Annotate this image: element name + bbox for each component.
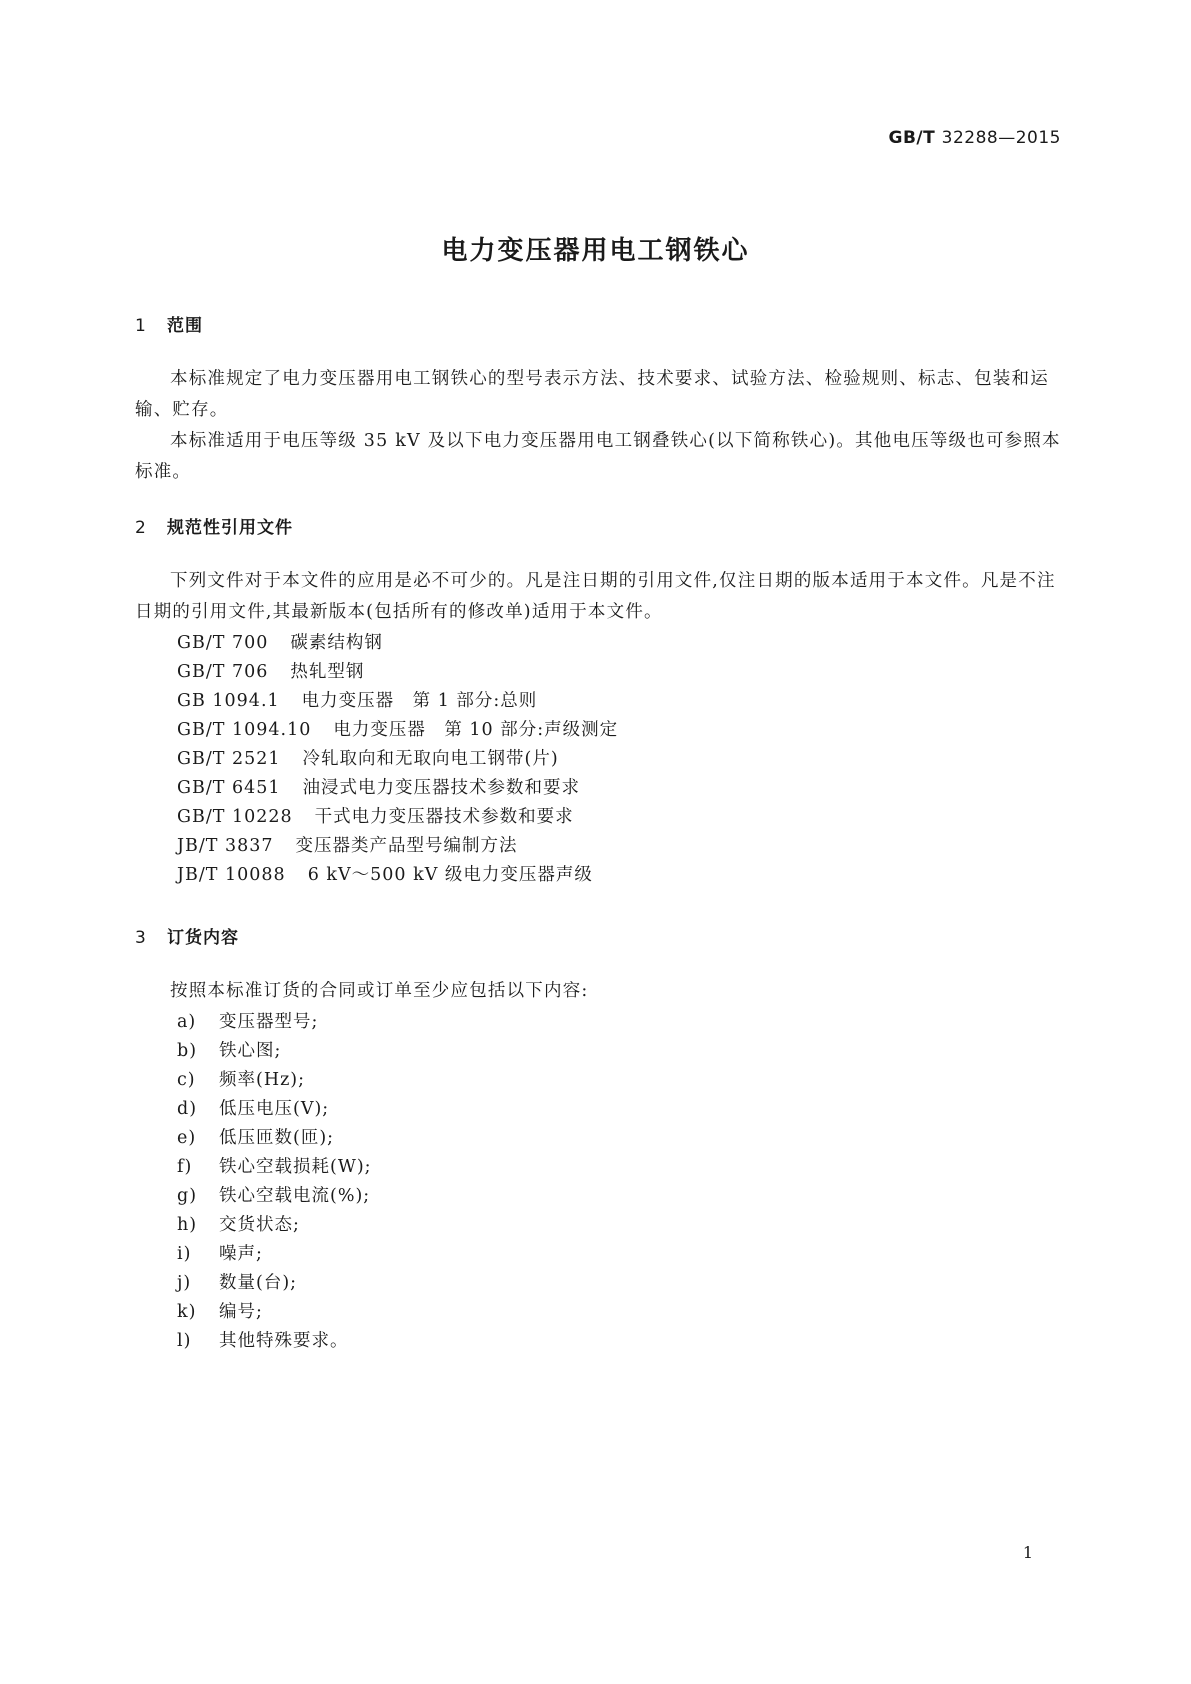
list-item: [177, 1268, 297, 1299]
list-item-label: b): [177, 1041, 198, 1061]
standard-code-prefix: GB/T: [888, 128, 936, 148]
section-title: 订货内容: [167, 928, 239, 948]
reference-code: GB/T 706: [177, 662, 269, 682]
list-item-text: 编号;: [219, 1302, 263, 1322]
list-item-label: a): [177, 1012, 197, 1032]
list-item-text: 频率(Hz);: [219, 1070, 306, 1090]
reference-item: [177, 686, 537, 717]
list-item-text: 铁心空载电流(%);: [219, 1186, 371, 1206]
reference-code: JB/T 3837: [177, 836, 274, 856]
list-item: [177, 1326, 349, 1357]
section-title: 范围: [167, 316, 203, 336]
section-3-paragraph-1: 按照本标准订货的合同或订单至少应包括以下内容:: [170, 981, 589, 1001]
list-item-label: l): [177, 1331, 192, 1351]
reference-title: 热轧型钢: [290, 662, 365, 682]
document-title: 电力变压器用电工钢铁心: [441, 236, 750, 266]
list-item-text: 低压匝数(匝);: [219, 1128, 335, 1148]
reference-item: [177, 657, 364, 688]
section-1-heading: [135, 311, 203, 336]
list-item: [177, 1181, 370, 1212]
reference-title: 电力变压器 第 1 部分:总则: [301, 691, 538, 711]
reference-item: [177, 831, 518, 862]
reference-code: GB/T 1094.10: [177, 720, 312, 740]
list-item: [177, 1036, 281, 1067]
reference-title: 油浸式电力变压器技术参数和要求: [302, 778, 581, 798]
list-item-text: 低压电压(V);: [219, 1099, 330, 1119]
list-item: [177, 1152, 372, 1183]
list-item-text: 其他特殊要求。: [219, 1331, 349, 1351]
section-2-heading: [135, 513, 293, 538]
reference-item: [177, 715, 618, 746]
list-item: [177, 1065, 305, 1096]
reference-code: GB/T 2521: [177, 749, 281, 769]
reference-code: GB 1094.1: [177, 691, 280, 711]
list-item-text: 变压器型号;: [219, 1012, 319, 1032]
section-1-paragraph-2: 本标准适用于电压等级 35 kV 及以下电力变压器用电工钢叠铁心(以下简称铁心)。其他电压等级也可参照本标准。: [135, 431, 1061, 482]
list-item-label: e): [177, 1128, 197, 1148]
list-item: [177, 1123, 334, 1154]
reference-title: 变压器类产品型号编制方法: [295, 836, 518, 856]
reference-title: 6 kV～500 kV 级电力变压器声级: [307, 865, 593, 885]
list-item-label: j): [177, 1273, 192, 1293]
reference-item: [177, 628, 383, 659]
list-item: [177, 1007, 318, 1038]
reference-item: [177, 860, 593, 891]
section-number: 1: [135, 316, 147, 336]
list-item-text: 交货状态;: [219, 1215, 300, 1235]
list-item-label: h): [177, 1215, 198, 1235]
reference-title: 电力变压器 第 10 部分:声级测定: [333, 720, 619, 740]
list-item-text: 噪声;: [219, 1244, 263, 1264]
page-number: 1: [1022, 1543, 1033, 1562]
reference-title: 冷轧取向和无取向电工钢带(片): [302, 749, 559, 769]
list-item: [177, 1297, 263, 1328]
list-item: [177, 1210, 300, 1241]
list-item-label: g): [177, 1186, 198, 1206]
list-item: [177, 1239, 263, 1270]
list-item-label: d): [177, 1099, 198, 1119]
list-item-label: k): [177, 1302, 197, 1322]
list-item-label: c): [177, 1070, 196, 1090]
section-1-paragraph-1: 本标准规定了电力变压器用电工钢铁心的型号表示方法、技术要求、试验方法、检验规则、标志、包装和运输、贮存。: [135, 369, 1049, 420]
section-3-heading: [135, 923, 239, 948]
reference-item: [177, 773, 580, 804]
section-number: 3: [135, 928, 147, 948]
list-item: [177, 1094, 329, 1125]
reference-code: JB/T 10088: [177, 865, 286, 885]
standard-code: [889, 128, 1061, 148]
section-number: 2: [135, 518, 147, 538]
list-item-text: 铁心图;: [219, 1041, 282, 1061]
reference-title: 干式电力变压器技术参数和要求: [314, 807, 574, 827]
reference-code: GB/T 10228: [177, 807, 293, 827]
list-item-text: 数量(台);: [219, 1273, 298, 1293]
section-title: 规范性引用文件: [167, 518, 293, 538]
list-item-text: 铁心空载损耗(W);: [219, 1157, 372, 1177]
reference-code: GB/T 6451: [177, 778, 281, 798]
reference-item: [177, 802, 574, 833]
reference-item: [177, 744, 559, 775]
reference-code: GB/T 700: [177, 633, 269, 653]
list-item-label: i): [177, 1244, 192, 1264]
list-item-label: f): [177, 1157, 193, 1177]
reference-title: 碳素结构钢: [290, 633, 383, 653]
section-2-paragraph-1: 下列文件对于本文件的应用是必不可少的。凡是注日期的引用文件,仅注日期的版本适用于本文件。凡是不注日期的引用文件,其最新版本(包括所有的修改单)适用于本文件。: [135, 571, 1056, 622]
standard-code-number: 32288—2015: [941, 128, 1061, 148]
